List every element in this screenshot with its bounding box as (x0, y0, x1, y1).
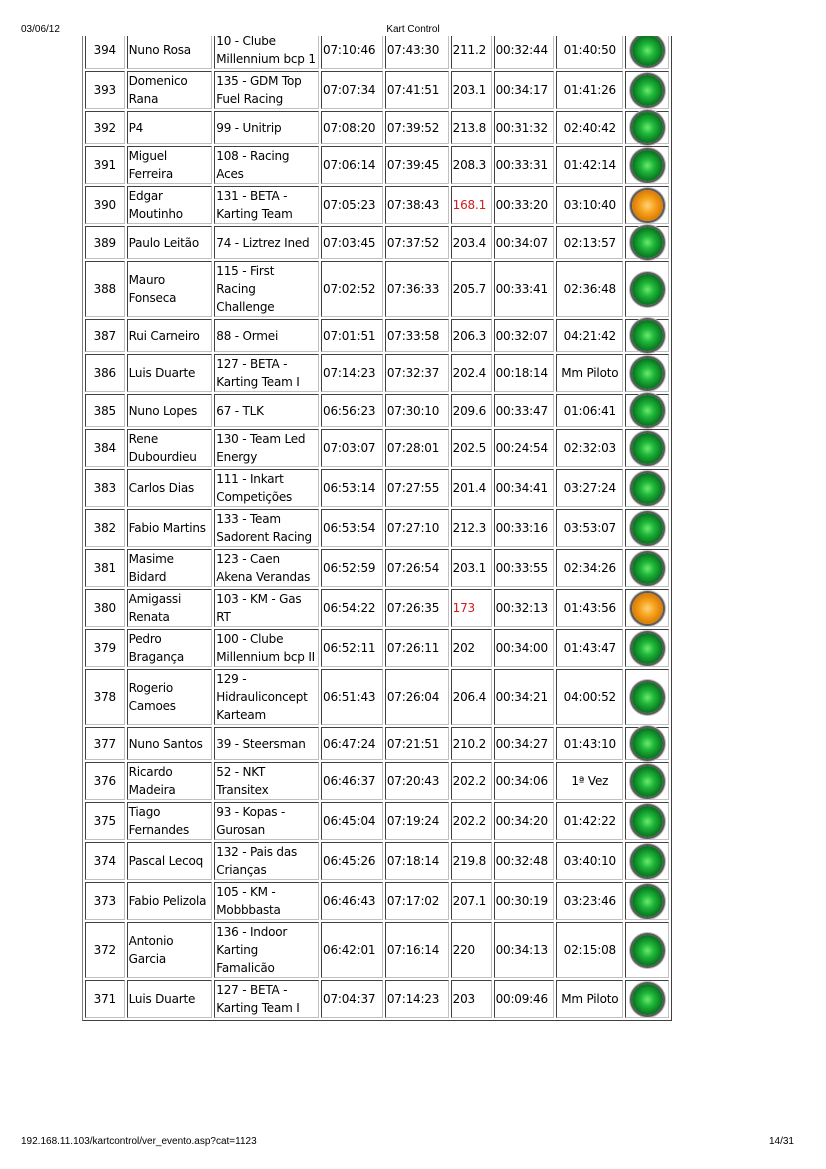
cell-duration: 00:32:13 (494, 589, 555, 627)
status-light-green-icon (632, 320, 663, 351)
status-light-green-icon (632, 433, 663, 464)
cell-status (625, 922, 669, 978)
cell-duration: 00:18:14 (494, 354, 555, 392)
cell-speed: 206.3 (451, 319, 492, 352)
cell-duration: 00:34:20 (494, 802, 555, 840)
cell-driver-name: Paulo Leitão (127, 226, 213, 259)
cell-team: 132 - Pais das Crianças (214, 842, 319, 880)
cell-best-lap: 01:06:41 (556, 394, 623, 427)
cell-id: 393 (85, 71, 125, 109)
cell-end-time: 07:26:04 (385, 669, 449, 725)
cell-best-lap: 03:10:40 (556, 186, 623, 224)
cell-start-time: 06:46:43 (321, 882, 383, 920)
cell-duration: 00:34:06 (494, 762, 555, 800)
cell-best-lap: 01:43:56 (556, 589, 623, 627)
cell-team: 88 - Ormei (214, 319, 319, 352)
cell-status (625, 71, 669, 109)
cell-status (625, 802, 669, 840)
cell-speed: 211.2 (451, 36, 492, 69)
print-date: 03/06/12 (21, 24, 60, 35)
status-light-green-icon (632, 112, 663, 143)
cell-driver-name: Fabio Martins (127, 509, 213, 547)
cell-end-time: 07:28:01 (385, 429, 449, 467)
cell-best-lap: 03:53:07 (556, 509, 623, 547)
cell-team: 103 - KM - Gas RT (214, 589, 319, 627)
cell-driver-name: Fabio Pelizola (127, 882, 213, 920)
status-light-green-icon (632, 935, 663, 966)
status-light-green-icon (632, 553, 663, 584)
cell-speed: 203.1 (451, 71, 492, 109)
cell-driver-name: Luis Duarte (127, 980, 213, 1018)
cell-team: 130 - Team Led Energy (214, 429, 319, 467)
cell-end-time: 07:36:33 (385, 261, 449, 317)
cell-best-lap: 01:42:22 (556, 802, 623, 840)
cell-id: 379 (85, 629, 125, 667)
cell-id: 371 (85, 980, 125, 1018)
cell-duration: 00:30:19 (494, 882, 555, 920)
cell-driver-name: Miguel Ferreira (127, 146, 213, 184)
cell-driver-name: Rene Dubourdieu (127, 429, 213, 467)
cell-best-lap: 01:43:47 (556, 629, 623, 667)
cell-start-time: 07:07:34 (321, 71, 383, 109)
cell-status (625, 882, 669, 920)
cell-status (625, 394, 669, 427)
cell-end-time: 07:38:43 (385, 186, 449, 224)
table-row (85, 882, 669, 920)
cell-start-time: 06:46:37 (321, 762, 383, 800)
cell-team: 39 - Steersman (214, 727, 319, 760)
cell-speed: 213.8 (451, 111, 492, 144)
cell-status (625, 669, 669, 725)
cell-duration: 00:33:47 (494, 394, 555, 427)
cell-status (625, 549, 669, 587)
cell-speed: 209.6 (451, 394, 492, 427)
cell-duration: 00:09:46 (494, 980, 555, 1018)
cell-end-time: 07:18:14 (385, 842, 449, 880)
cell-driver-name: Nuno Rosa (127, 36, 213, 69)
table-row (85, 36, 669, 69)
cell-team: 99 - Unitrip (214, 111, 319, 144)
cell-duration: 00:33:31 (494, 146, 555, 184)
cell-speed: 210.2 (451, 727, 492, 760)
status-light-green-icon (632, 806, 663, 837)
cell-start-time: 06:45:26 (321, 842, 383, 880)
cell-best-lap: 04:00:52 (556, 669, 623, 725)
table-row (85, 226, 669, 259)
status-light-green-icon (632, 766, 663, 797)
cell-best-lap: 03:23:46 (556, 882, 623, 920)
cell-team: 127 - BETA - Karting Team I (214, 980, 319, 1018)
cell-driver-name: Edgar Moutinho (127, 186, 213, 224)
table-row (85, 394, 669, 427)
cell-id: 372 (85, 922, 125, 978)
cell-duration: 00:34:13 (494, 922, 555, 978)
cell-best-lap: 03:27:24 (556, 469, 623, 507)
cell-status (625, 146, 669, 184)
cell-start-time: 06:52:11 (321, 629, 383, 667)
cell-end-time: 07:41:51 (385, 71, 449, 109)
cell-id: 387 (85, 319, 125, 352)
cell-driver-name: Carlos Dias (127, 469, 213, 507)
cell-driver-name: Amigassi Renata (127, 589, 213, 627)
status-light-green-icon (632, 886, 663, 917)
cell-id: 388 (85, 261, 125, 317)
cell-start-time: 07:05:23 (321, 186, 383, 224)
cell-start-time: 06:47:24 (321, 727, 383, 760)
cell-status (625, 980, 669, 1018)
cell-start-time: 07:03:45 (321, 226, 383, 259)
cell-duration: 00:24:54 (494, 429, 555, 467)
cell-id: 378 (85, 669, 125, 725)
status-light-green-icon (632, 633, 663, 664)
cell-end-time: 07:37:52 (385, 226, 449, 259)
cell-id: 382 (85, 509, 125, 547)
cell-driver-name: Rogerio Camoes (127, 669, 213, 725)
cell-duration: 00:31:32 (494, 111, 555, 144)
table-row (85, 842, 669, 880)
cell-status (625, 226, 669, 259)
cell-best-lap: 1ª Vez (556, 762, 623, 800)
cell-team: 135 - GDM Top Fuel Racing (214, 71, 319, 109)
table-row (85, 629, 669, 667)
cell-status (625, 261, 669, 317)
status-light-green-icon (632, 227, 663, 258)
cell-best-lap: Mm Piloto (556, 980, 623, 1018)
cell-status (625, 186, 669, 224)
cell-id: 374 (85, 842, 125, 880)
cell-end-time: 07:20:43 (385, 762, 449, 800)
cell-start-time: 07:08:20 (321, 111, 383, 144)
table-row (85, 261, 669, 317)
cell-id: 389 (85, 226, 125, 259)
cell-team: 67 - TLK (214, 394, 319, 427)
cell-status (625, 111, 669, 144)
table-row (85, 354, 669, 392)
cell-id: 391 (85, 146, 125, 184)
cell-team: 105 - KM - Mobbbasta (214, 882, 319, 920)
cell-end-time: 07:39:52 (385, 111, 449, 144)
cell-duration: 00:33:16 (494, 509, 555, 547)
cell-start-time: 07:04:37 (321, 980, 383, 1018)
cell-driver-name: Rui Carneiro (127, 319, 213, 352)
cell-start-time: 07:10:46 (321, 36, 383, 69)
cell-best-lap: 02:40:42 (556, 111, 623, 144)
cell-best-lap: 02:34:26 (556, 549, 623, 587)
status-light-green-icon (632, 150, 663, 181)
table-row (85, 589, 669, 627)
cell-driver-name: P4 (127, 111, 213, 144)
cell-end-time: 07:19:24 (385, 802, 449, 840)
cell-best-lap: 04:21:42 (556, 319, 623, 352)
cell-speed: 168.1 (451, 186, 492, 224)
cell-end-time: 07:26:35 (385, 589, 449, 627)
table-row (85, 146, 669, 184)
cell-id: 375 (85, 802, 125, 840)
cell-driver-name: Ricardo Madeira (127, 762, 213, 800)
status-light-green-icon (632, 846, 663, 877)
cell-speed: 203 (451, 980, 492, 1018)
cell-team: 129 - Hidrauliconcept Karteam (214, 669, 319, 725)
cell-speed: 203.4 (451, 226, 492, 259)
cell-start-time: 06:51:43 (321, 669, 383, 725)
cell-end-time: 07:21:51 (385, 727, 449, 760)
table-row (85, 669, 669, 725)
cell-team: 108 - Racing Aces (214, 146, 319, 184)
cell-end-time: 07:27:55 (385, 469, 449, 507)
cell-id: 386 (85, 354, 125, 392)
cell-status (625, 469, 669, 507)
cell-speed: 206.4 (451, 669, 492, 725)
cell-start-time: 06:54:22 (321, 589, 383, 627)
cell-start-time: 07:06:14 (321, 146, 383, 184)
page-title: Kart Control (386, 24, 440, 35)
cell-start-time: 06:52:59 (321, 549, 383, 587)
cell-start-time: 06:42:01 (321, 922, 383, 978)
status-light-orange-icon (632, 593, 663, 624)
cell-duration: 00:34:17 (494, 71, 555, 109)
cell-duration: 00:34:41 (494, 469, 555, 507)
cell-duration: 00:32:44 (494, 36, 555, 69)
cell-start-time: 07:02:52 (321, 261, 383, 317)
cell-driver-name: Pascal Lecoq (127, 842, 213, 880)
status-light-green-icon (632, 513, 663, 544)
cell-team: 93 - Kopas - Gurosan (214, 802, 319, 840)
cell-id: 383 (85, 469, 125, 507)
cell-start-time: 06:53:14 (321, 469, 383, 507)
cell-id: 394 (85, 36, 125, 69)
cell-start-time: 06:53:54 (321, 509, 383, 547)
table-row (85, 922, 669, 978)
status-light-green-icon (632, 728, 663, 759)
cell-best-lap: 03:40:10 (556, 842, 623, 880)
cell-status (625, 589, 669, 627)
cell-best-lap: 02:32:03 (556, 429, 623, 467)
table-row (85, 429, 669, 467)
cell-team: 127 - BETA - Karting Team I (214, 354, 319, 392)
cell-team: 136 - Indoor Karting Famalicão (214, 922, 319, 978)
cell-driver-name: Luis Duarte (127, 354, 213, 392)
status-light-green-icon (632, 75, 663, 106)
table-row (85, 762, 669, 800)
cell-team: 52 - NKT Transitex (214, 762, 319, 800)
cell-end-time: 07:27:10 (385, 509, 449, 547)
table-row (85, 469, 669, 507)
cell-end-time: 07:32:37 (385, 354, 449, 392)
table-row (85, 802, 669, 840)
cell-start-time: 06:45:04 (321, 802, 383, 840)
cell-best-lap: 01:43:10 (556, 727, 623, 760)
cell-id: 380 (85, 589, 125, 627)
cell-status (625, 842, 669, 880)
table-row (85, 319, 669, 352)
cell-team: 115 - First Racing Challenge (214, 261, 319, 317)
cell-speed: 202.4 (451, 354, 492, 392)
cell-status (625, 36, 669, 69)
cell-driver-name: Masime Bidard (127, 549, 213, 587)
cell-team: 111 - Inkart Competições (214, 469, 319, 507)
cell-end-time: 07:30:10 (385, 394, 449, 427)
cell-driver-name: Mauro Fonseca (127, 261, 213, 317)
page-number: 14/31 (768, 1136, 794, 1147)
cell-best-lap: 02:13:57 (556, 226, 623, 259)
cell-best-lap: Mm Piloto (556, 354, 623, 392)
cell-team: 133 - Team Sadorent Racing (214, 509, 319, 547)
cell-driver-name: Nuno Santos (127, 727, 213, 760)
cell-driver-name: Tiago Fernandes (127, 802, 213, 840)
cell-speed: 202 (451, 629, 492, 667)
cell-end-time: 07:14:23 (385, 980, 449, 1018)
cell-duration: 00:33:20 (494, 186, 555, 224)
cell-id: 377 (85, 727, 125, 760)
cell-status (625, 727, 669, 760)
results-table-viewport (82, 36, 672, 1128)
table-row (85, 186, 669, 224)
cell-duration: 00:33:55 (494, 549, 555, 587)
table-row (85, 71, 669, 109)
cell-speed: 207.1 (451, 882, 492, 920)
cell-speed: 201.4 (451, 469, 492, 507)
status-light-green-icon (632, 274, 663, 305)
cell-duration: 00:32:07 (494, 319, 555, 352)
cell-best-lap: 01:42:14 (556, 146, 623, 184)
cell-duration: 00:34:27 (494, 727, 555, 760)
table-row (85, 111, 669, 144)
cell-id: 390 (85, 186, 125, 224)
cell-team: 10 - Clube Millennium bcp 1 (214, 36, 319, 69)
cell-status (625, 762, 669, 800)
cell-status (625, 509, 669, 547)
status-light-green-icon (632, 36, 663, 66)
cell-id: 381 (85, 549, 125, 587)
cell-end-time: 07:33:58 (385, 319, 449, 352)
cell-team: 123 - Caen Akena Verandas (214, 549, 319, 587)
cell-duration: 00:34:00 (494, 629, 555, 667)
cell-speed: 212.3 (451, 509, 492, 547)
cell-speed: 173 (451, 589, 492, 627)
cell-team: 100 - Clube Millennium bcp II (214, 629, 319, 667)
cell-start-time: 07:14:23 (321, 354, 383, 392)
status-light-green-icon (632, 395, 663, 426)
cell-status (625, 319, 669, 352)
cell-status (625, 629, 669, 667)
status-light-green-icon (632, 984, 663, 1015)
table-row (85, 509, 669, 547)
status-light-green-icon (632, 682, 663, 713)
cell-status (625, 354, 669, 392)
status-light-green-icon (632, 473, 663, 504)
table-row (85, 549, 669, 587)
cell-id: 392 (85, 111, 125, 144)
cell-end-time: 07:16:14 (385, 922, 449, 978)
cell-speed: 202.2 (451, 802, 492, 840)
cell-driver-name: Domenico Rana (127, 71, 213, 109)
cell-team: 131 - BETA - Karting Team (214, 186, 319, 224)
cell-end-time: 07:17:02 (385, 882, 449, 920)
status-light-orange-icon (632, 190, 663, 221)
cell-end-time: 07:39:45 (385, 146, 449, 184)
cell-best-lap: 01:41:26 (556, 71, 623, 109)
cell-driver-name: Antonio Garcia (127, 922, 213, 978)
status-light-green-icon (632, 358, 663, 389)
cell-end-time: 07:26:54 (385, 549, 449, 587)
cell-speed: 202.5 (451, 429, 492, 467)
cell-speed: 203.1 (451, 549, 492, 587)
event-results-table (82, 36, 672, 1021)
cell-speed: 202.2 (451, 762, 492, 800)
cell-speed: 208.3 (451, 146, 492, 184)
cell-driver-name: Nuno Lopes (127, 394, 213, 427)
cell-speed: 220 (451, 922, 492, 978)
cell-duration: 00:34:07 (494, 226, 555, 259)
cell-id: 376 (85, 762, 125, 800)
cell-duration: 00:32:48 (494, 842, 555, 880)
cell-driver-name: Pedro Bragança (127, 629, 213, 667)
table-row (85, 727, 669, 760)
cell-duration: 00:33:41 (494, 261, 555, 317)
cell-speed: 219.8 (451, 842, 492, 880)
cell-best-lap: 01:40:50 (556, 36, 623, 69)
cell-id: 373 (85, 882, 125, 920)
cell-duration: 00:34:21 (494, 669, 555, 725)
cell-best-lap: 02:15:08 (556, 922, 623, 978)
cell-team: 74 - Liztrez Ined (214, 226, 319, 259)
cell-start-time: 07:03:07 (321, 429, 383, 467)
cell-end-time: 07:43:30 (385, 36, 449, 69)
cell-best-lap: 02:36:48 (556, 261, 623, 317)
cell-id: 385 (85, 394, 125, 427)
cell-speed: 205.7 (451, 261, 492, 317)
table-row (85, 980, 669, 1018)
page-url: 192.168.11.103/kartcontrol/ver_evento.asp?cat=1123 (21, 1136, 257, 1147)
cell-start-time: 07:01:51 (321, 319, 383, 352)
cell-start-time: 06:56:23 (321, 394, 383, 427)
cell-id: 384 (85, 429, 125, 467)
cell-end-time: 07:26:11 (385, 629, 449, 667)
cell-status (625, 429, 669, 467)
